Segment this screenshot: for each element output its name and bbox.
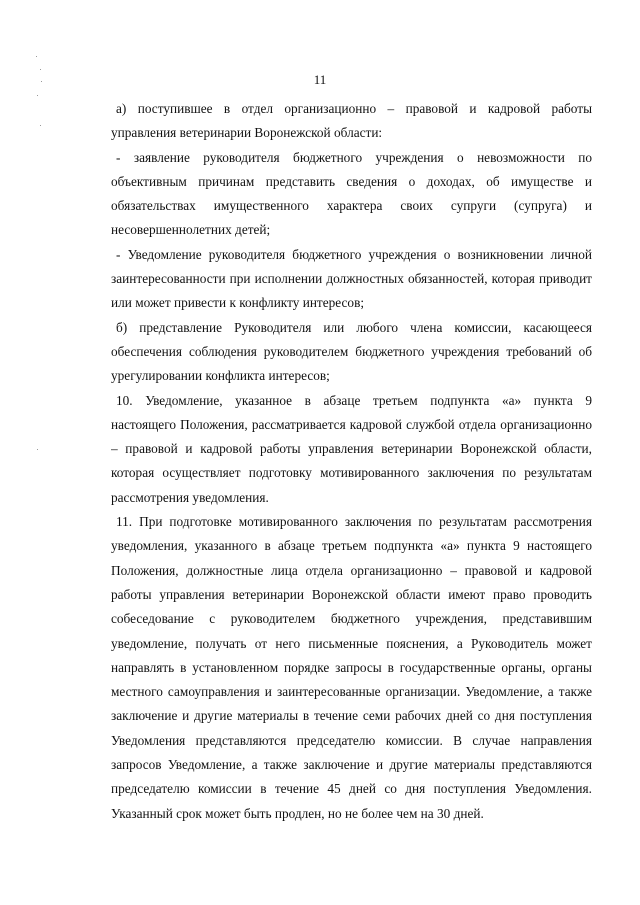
text-line: обязательствах имущественного характера своих супруги (супруга) и <box>111 198 592 214</box>
text-line: - заявление руководителя бюджетного учреждения о невозможности по <box>116 149 592 165</box>
text-line: обеспечения соблюдения руководителем бюджетного учреждения требований об <box>111 343 592 359</box>
scan-speck <box>37 95 38 96</box>
text-line: уведомление, получать от него письменные пояснения, а Руководитель может <box>111 635 592 651</box>
text-line: работы управления ветеринарии Воронежской области имеют право проводить <box>111 586 592 602</box>
text-line: направлять в установленном порядке запросы в государственные органы, органы <box>111 659 592 675</box>
text-line: настоящего Положения, рассматривается кадровой службой отдела организационно <box>111 416 592 432</box>
text-line: 11. При подготовке мотивированного заключения по результатам рассмотрения <box>116 514 592 530</box>
text-line: которая осуществляет подготовку мотивированного заключения по результатам <box>111 465 592 481</box>
paragraph-statement <box>111 146 592 243</box>
text-line: рассмотрения уведомления. <box>111 489 269 505</box>
paragraph-subitem-b <box>111 316 592 389</box>
scan-speck <box>40 125 41 126</box>
text-line: председателю комиссии в течение 45 дней со дня поступления Уведомления. <box>111 781 592 797</box>
document-body <box>111 97 592 826</box>
paragraph-item-11 <box>111 510 592 826</box>
text-line: заключение и другие материалы в течение семи рабочих дней со дня поступления <box>111 708 592 724</box>
paragraph-notification <box>111 243 592 316</box>
text-line: - Уведомление руководителя бюджетного учреждения о возникновении личной <box>116 246 592 262</box>
text-line: или может привести к конфликту интересов; <box>111 295 365 311</box>
scan-speck <box>40 69 41 70</box>
text-line: а) поступившее в отдел организационно – правовой и кадровой работы <box>116 101 592 116</box>
text-line: собеседование с руководителем бюджетного учреждения, представившим <box>111 611 592 627</box>
text-line: 10. Уведомление, указанное в абзаце третьем подпункта «а» пункта 9 <box>116 392 592 408</box>
text-line: несовершеннолетних детей; <box>111 222 271 238</box>
scan-speck <box>37 449 38 450</box>
text-line: Положения, должностные лица отдела организационно – правовой и кадровой <box>111 562 592 578</box>
text-line: управления ветеринарии Воронежской области: <box>111 125 383 141</box>
text-line: объективным причинам представить сведения о доходах, об имуществе и <box>111 173 592 189</box>
scan-speck <box>36 56 37 57</box>
text-line: б) представление Руководителя или любого члена комиссии, касающееся <box>116 319 592 335</box>
text-line: Указанный срок может быть продлен, но не более чем на 30 дней. <box>111 805 484 821</box>
text-line: заинтересованности при исполнении должностных обязанностей, которая приводит <box>111 271 592 287</box>
paragraph-subitem-a <box>111 97 592 146</box>
text-line: – правовой и кадровой работы управления ветеринарии Воронежской области, <box>111 441 592 457</box>
text-line: Уведомления представляются председателю комиссии. В случае направления <box>111 732 592 748</box>
text-line: уведомления, указанного в абзаце третьем подпункта «а» пункта 9 настоящего <box>111 538 592 554</box>
text-line: урегулировании конфликта интересов; <box>111 368 330 384</box>
paragraph-item-10 <box>111 389 592 510</box>
text-line: местного самоуправления и заинтересованные организации. Уведомление, а также <box>111 684 592 700</box>
text-line: запросов Уведомление, а также заключение и другие материалы представляются <box>111 757 592 773</box>
page-number: 11 <box>313 72 327 87</box>
